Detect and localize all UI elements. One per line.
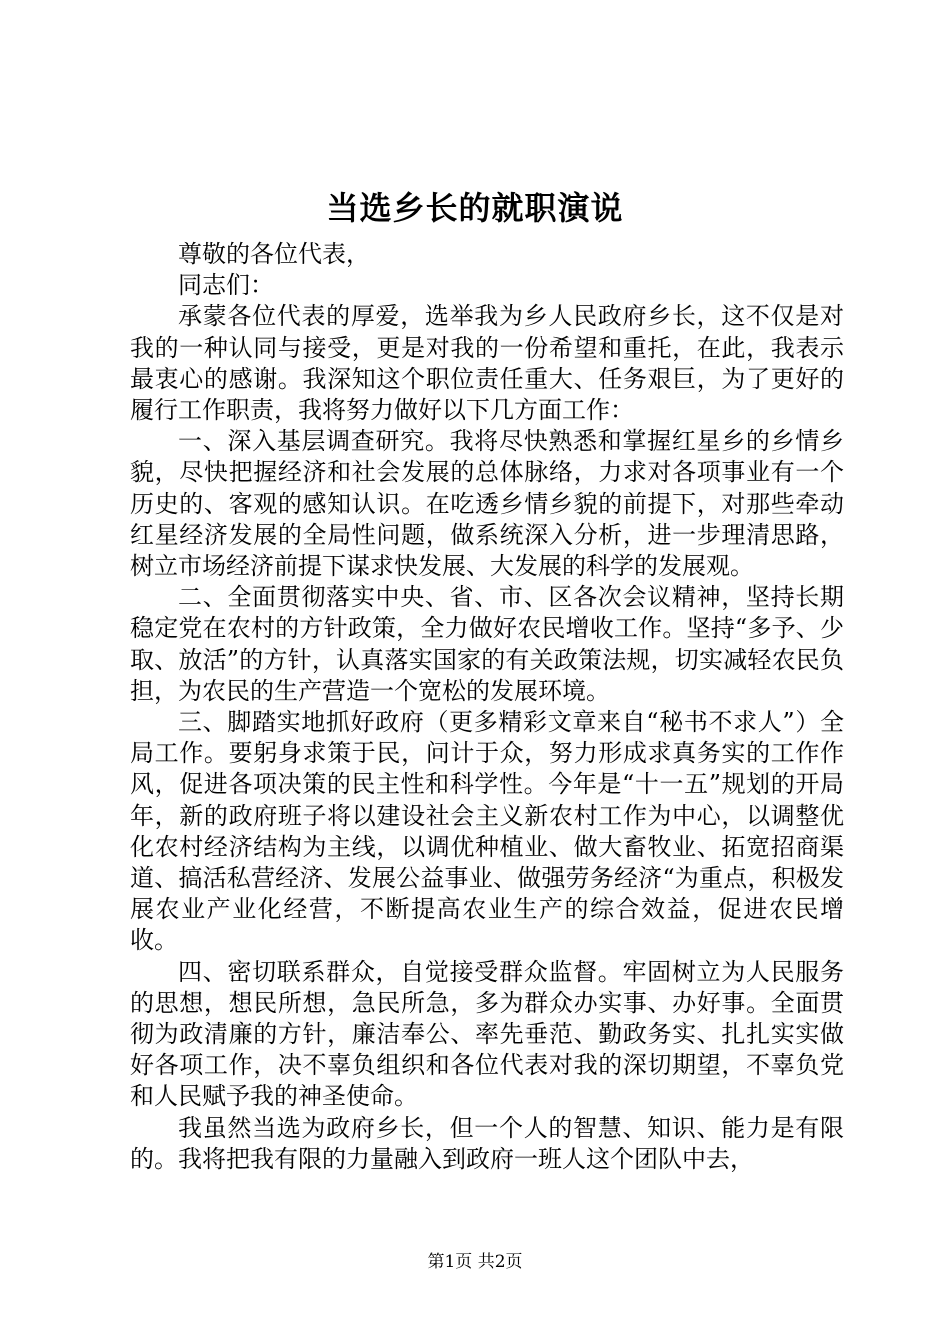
paragraph-closing: 我虽然当选为政府乡长，但一个人的智慧、知识、能力是有限的。我将把我有限的力量融入到政府一班人这个团队中去， [130, 1113, 844, 1173]
salutation-comrades: 同志们： [178, 271, 274, 300]
document-title: 当选乡长的就职演说 [326, 189, 624, 227]
paragraph-point-one: 一、深入基层调查研究。我将尽快熟悉和掌握红星乡的乡情乡貌，尽快把握经济和社会发展的总体脉络，力求对各项事业有一个历史的、客观的感知认识。在吃透乡情乡貌的前提下，对那些牵动红星经济发展的全局性问题，做系统深入分析，进一步理清思路，树立市场经济前提下谋求快发展、大发展的科学的发展观。 [130, 427, 844, 581]
paragraph-intro: 承蒙各位代表的厚爱，选举我为乡人民政府乡长，这不仅是对我的一种认同与接受，更是对我的一份希望和重托，在此，我表示最衷心的感谢。我深知这个职位责任重大、任务艰巨，为了更好的履行工作职责，我将努力做好以下几方面工作： [130, 302, 844, 425]
paragraph-point-four: 四、密切联系群众，自觉接受群众监督。牢固树立为人民服务的思想，想民所想，急民所急，多为群众办实事、办好事。全面贯彻为政清廉的方针，廉洁奉公、率先垂范、勤政务实、扎扎实实做好各项工作，决不辜负组织和各位代表对我的深切期望，不辜负党和人民赋予我的神圣使命。 [130, 957, 844, 1111]
paragraph-point-two: 二、全面贯彻落实中央、省、市、区各次会议精神，坚持长期稳定党在农村的方针政策，全力做好农民增收工作。坚持“多予、少取、放活”的方针，认真落实国家的有关政策法规，切实减轻农民负担，为农民的生产营造一个宽松的发展环境。 [130, 583, 844, 705]
document-body [130, 239, 844, 1175]
page-number-footer: 第1页 共2页 [427, 1252, 523, 1272]
salutation-delegates: 尊敬的各位代表， [178, 240, 370, 268]
paragraph-point-three: 三、脚踏实地抓好政府（更多精彩文章来自“秘书不求人”）全局工作。要躬身求策于民，问计于众，努力形成求真务实的工作作风，促进各项决策的民主性和科学性。今年是“十一五”规划的开局年，新的政府班子将以建设社会主义新农村工作为中心，以调整优化农村经济结构为主线，以调优种植业、做大畜牧业、拓宽招商渠道、搞活私营经济、发展公益事业、做强劳务经济“为重点，积极发展农业产业化经营，不断提高农业生产的综合效益，促进农民增收。 [130, 708, 844, 955]
